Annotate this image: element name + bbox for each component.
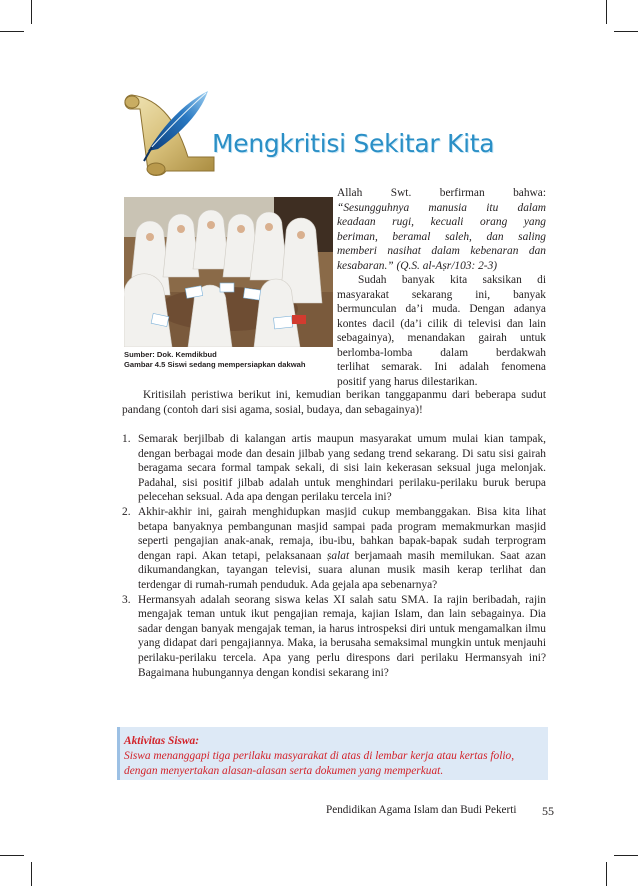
item-text-emphasis: ṣalat <box>326 549 350 562</box>
item-number: 2. <box>122 505 131 518</box>
item-number: 1. <box>122 433 131 445</box>
page-number: 55 <box>542 804 554 818</box>
right-column <box>337 186 546 389</box>
column-line: Allah Swt. berfirman bahwa: <box>337 187 546 199</box>
item-text: Hermansyah adalah seorang siswa kelas XI salah satu SMA. Ia rajin beribadah, rajin mengajak teman untuk ikut pengajian remaja, kajian Islam, dan lain sebagainya. Dia sadar dengan banyak mengajak teman, ia harus introspeksi diri untuk mengamalkan ilmu yang didapat dari pengajiannya. Maka, ia berusaha semaksimal mungkin untuk menjauhi perilaku-perilaku tercela. Apa yang perlu direspons dari perilaku Hermansyah ini? Bagaimana hubungannya dengan kondisi sekarang ini? <box>138 593 546 679</box>
column-line: masyarakat sekarang ini, banyak <box>337 288 546 301</box>
column-line: sebagainya), menandakan gairah untuk <box>337 332 546 344</box>
list-item <box>122 432 546 505</box>
crop-mark <box>614 855 638 856</box>
intro-paragraph <box>122 388 546 417</box>
crop-mark <box>0 855 24 856</box>
footer-book-title: Pendidikan Agama Islam dan Budi Pekerti <box>326 804 517 816</box>
activity-title: Aktivitas Siswa: <box>124 735 200 747</box>
quote-line: memberi nasihat dalam kebenaran dan <box>337 245 546 257</box>
item-text-part: berjamaah masih memilukan. Saat azan dikumandangkan, tayangan televisi, suara alunan musik masih kerap terlihat dan terdengar di rumah-rumah penduduk. Ada gejala apa sebenarnya? <box>138 549 546 591</box>
crop-mark <box>0 31 24 32</box>
column-line: Sudah banyak kita saksikan di <box>358 274 546 286</box>
crop-mark <box>31 0 32 24</box>
item-text <box>138 505 546 593</box>
scroll-quill-icon <box>118 85 218 180</box>
column-line: terlihat semarak. Ini adalah fenomena <box>337 361 546 373</box>
activity-text: Siswa menanggapi tiga perilaku masyarakat di atas di lembar kerja atau kertas folio, dengan menyertakan alasan-alasan serta dokumen yang memperkuat. <box>124 750 515 777</box>
column-line: kontes dacil (da’i cilik di televisi dan lain <box>337 317 546 330</box>
item-text-part: Akhir-akhir ini, gairah menghidupkan masjid cukup membanggakan. Bisa kita lihat betapa banyaknya pembangunan masjid sampai pada program memakmurkan masjid seperti pengajian anak-anak, remaja, ibu-ibu, bahkan bapak-bapak sudah terprogram dengan rapi. Akan tetapi, pelaksanaan <box>138 505 546 562</box>
activity-box <box>117 727 548 780</box>
column-line: positif yang harus dilestarikan. <box>337 375 478 388</box>
section-title: Mengkritisi Sekitar Kita <box>212 129 495 158</box>
quote-line: kesabaran.” (Q.S. al-Aṣr/103: 2-3) <box>337 259 498 272</box>
column-line: berlomba-lomba dalam berdakwah <box>337 346 546 359</box>
column-line: bermunculan da’i muda. Dengan adanya <box>337 303 546 315</box>
students-photo <box>124 197 333 347</box>
item-number: 3. <box>122 593 131 606</box>
quote-line: keadaan rugi, kecuali orang yang <box>337 216 546 228</box>
photo-source: Sumber: Dok. Kemdikbud <box>124 350 217 359</box>
intro-text: Kritisilah peristiwa berikut ini, kemudian berikan tanggapanmu dari beberapa sudut pandang (contoh dari sisi agama, sosial, budaya, dan sebagainya)! <box>122 389 546 416</box>
list-item <box>122 505 546 593</box>
page-footer <box>326 804 554 819</box>
quote-line: “Sesungguhnya manusia itu dalam <box>337 201 546 214</box>
crop-mark <box>606 0 607 24</box>
list-item <box>122 593 546 681</box>
photo-caption: Gambar 4.5 Siswi sedang mempersiapkan dakwah <box>124 360 306 369</box>
crop-mark <box>606 862 607 886</box>
item-text: Semarak berjilbab di kalangan artis maupun masyarakat umum mulai kian tampak, dengan berbagai mode dan desain jilbab yang sedang trend sekarang. Di satu sisi gairah beragama secara formal tampak sekali, di sisi lain kekerasan seksual juga melonjak. Padahal, sisi positif jilbab adalah untuk menghindari perilaku-perilaku buruk berupa pelecehan seksual. Ada apa dengan perilaku tercela ini? <box>138 433 546 504</box>
crop-mark <box>614 31 638 32</box>
crop-mark <box>31 862 32 886</box>
question-list <box>122 432 546 680</box>
quote-line: beriman, beramal saleh, dan saling <box>337 230 546 243</box>
